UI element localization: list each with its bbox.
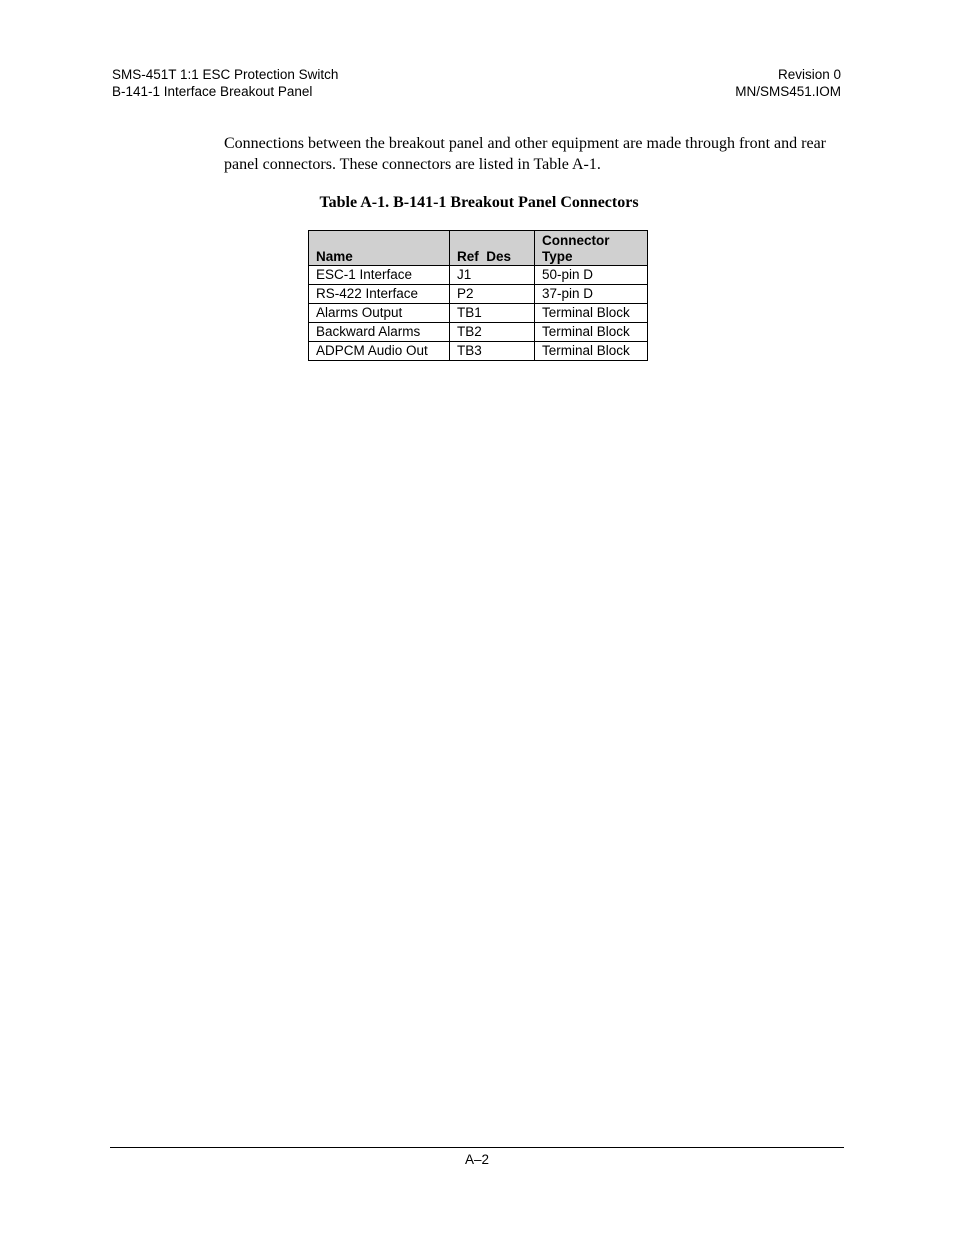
cell-connector-type: 50-pin D [535, 266, 648, 285]
page-number: A–2 [464, 1152, 490, 1167]
page-header-right [735, 66, 841, 100]
column-header-connector-type: Connector Type [535, 231, 648, 266]
cell-name: Alarms Output [309, 304, 450, 323]
page-header-left [112, 66, 338, 100]
cell-connector-type: Terminal Block [535, 342, 648, 361]
cell-ref-des: J1 [450, 266, 535, 285]
cell-name: ADPCM Audio Out [309, 342, 450, 361]
table-row [309, 266, 648, 285]
table-row [309, 285, 648, 304]
connectors-table [308, 230, 648, 361]
cell-ref-des: TB2 [450, 323, 535, 342]
manual-number: MN/SMS451.IOM [735, 84, 841, 99]
cell-connector-type: Terminal Block [535, 323, 648, 342]
footer-divider [110, 1147, 844, 1148]
section-title: B-141-1 Interface Breakout Panel [112, 84, 313, 99]
table-header-row [309, 231, 648, 266]
table-row [309, 323, 648, 342]
cell-connector-type: Terminal Block [535, 304, 648, 323]
table-caption: Table A-1. B-141-1 Breakout Panel Connectors [319, 194, 639, 211]
document-title: SMS-451T 1:1 ESC Protection Switch [112, 67, 339, 82]
cell-ref-des: TB3 [450, 342, 535, 361]
cell-ref-des: P2 [450, 285, 535, 304]
cell-name: RS-422 Interface [309, 285, 450, 304]
cell-ref-des: TB1 [450, 304, 535, 323]
column-header-ref-des: Ref Des [450, 231, 535, 266]
cell-name: Backward Alarms [309, 323, 450, 342]
revision-label: Revision 0 [777, 67, 841, 82]
cell-connector-type: 37-pin D [535, 285, 648, 304]
cell-name: ESC-1 Interface [309, 266, 450, 285]
intro-paragraph: Connections between the breakout panel and other equipment are made through front and rear panel connectors. These connectors are listed in Table A-1. [224, 135, 826, 173]
table-row [309, 304, 648, 323]
table-row [309, 342, 648, 361]
column-header-name: Name [309, 231, 450, 266]
